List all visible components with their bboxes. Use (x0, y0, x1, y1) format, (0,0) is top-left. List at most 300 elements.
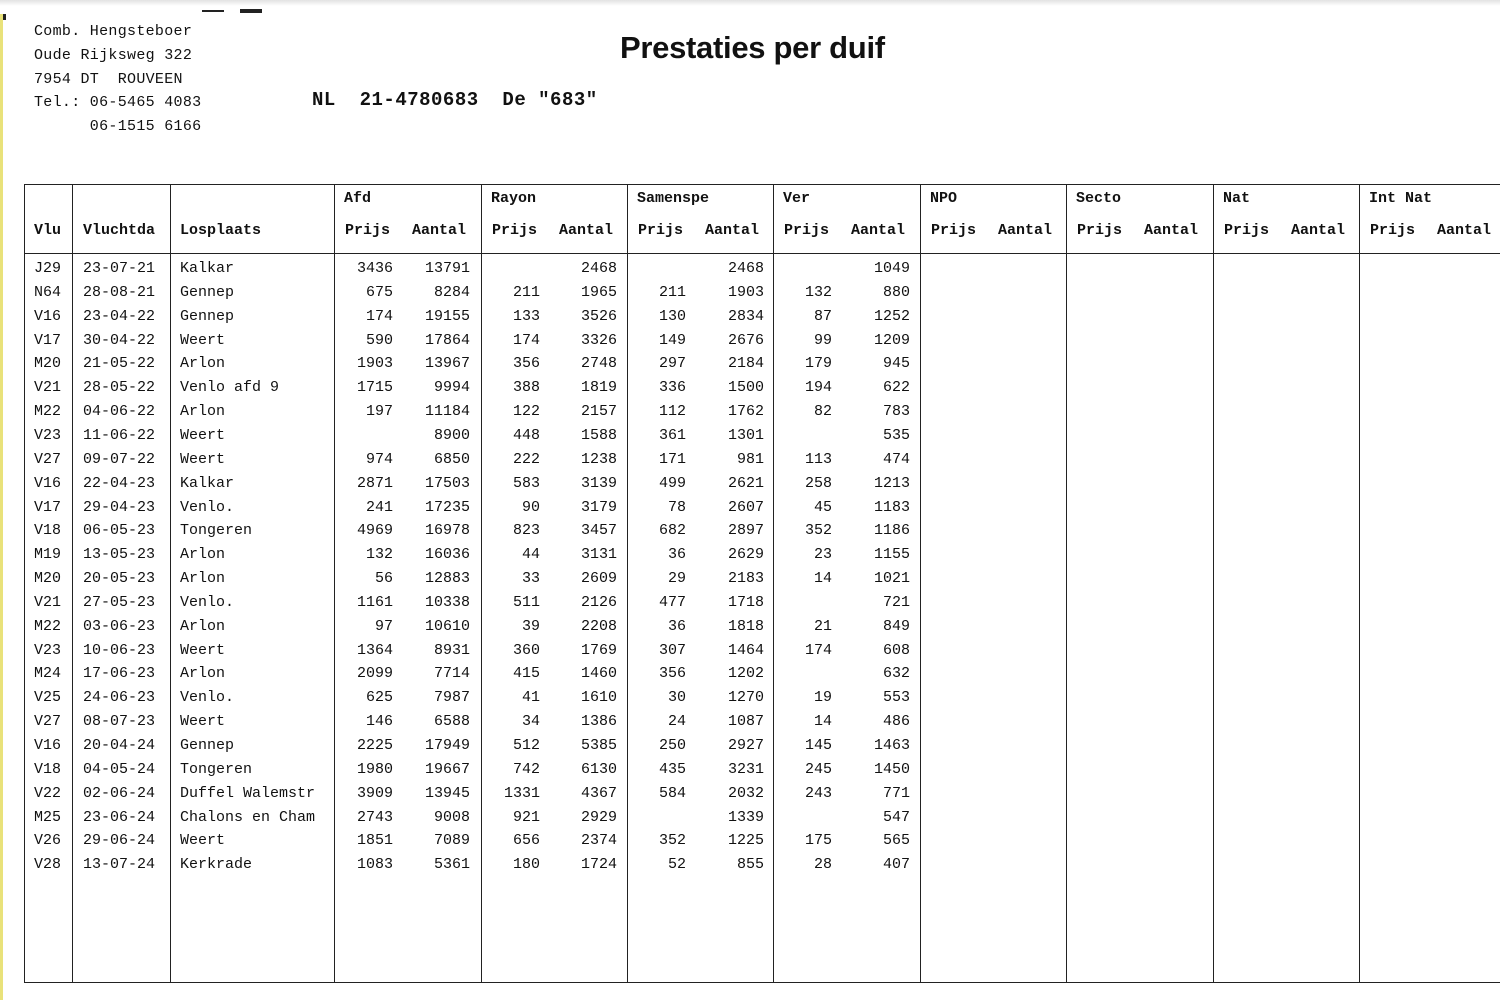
flight-cell: M24 (34, 665, 62, 683)
flight-cell: V23 (34, 426, 62, 444)
rayon-count: 3131 (580, 546, 617, 564)
rayon-count: 1965 (580, 283, 617, 301)
rayon-prize: 41 (521, 689, 540, 707)
location-cell: Gennep (180, 283, 235, 301)
ver-prize: 145 (804, 737, 832, 754)
afd-prize: 2743 (356, 808, 393, 826)
afd-count: 17503 (424, 474, 470, 492)
header-group: Rayon (491, 190, 537, 207)
rayon-prize: 742 (512, 760, 540, 778)
header-count: Aantal (998, 222, 1053, 239)
pigeon-id: NL 21-4780683 De "683" (312, 89, 598, 111)
date-cell: 04-05-24 (83, 760, 156, 778)
header-group: Ver (783, 190, 811, 207)
ver-count: 1252 (873, 307, 910, 325)
location-cell: Kalkar (180, 260, 235, 277)
ver-count: 1450 (873, 760, 910, 778)
date-cell: 20-05-23 (83, 570, 156, 588)
rayon-count: 2609 (580, 570, 617, 588)
address-line: 06-1515 6166 (34, 118, 202, 136)
rayon-prize: 34 (521, 713, 540, 731)
afd-count: 19667 (424, 760, 470, 778)
afd-count: 7714 (433, 665, 470, 683)
samenspel-prize: 149 (658, 331, 686, 349)
location-cell: Weert (180, 331, 226, 349)
samenspel-count: 2621 (727, 474, 764, 492)
afd-count: 11184 (424, 403, 470, 421)
afd-prize: 174 (365, 307, 393, 325)
header-prize: Prijs (638, 222, 684, 239)
rayon-prize: 512 (512, 737, 540, 754)
ver-count: 721 (882, 593, 910, 611)
afd-prize: 197 (365, 403, 393, 421)
rayon-prize: 448 (512, 426, 540, 444)
samenspel-prize: 499 (658, 474, 686, 492)
header-count: Aantal (851, 222, 906, 239)
samenspel-count: 2834 (727, 307, 764, 325)
samenspel-count: 2897 (727, 522, 764, 540)
flight-cell: V16 (34, 474, 62, 492)
ver-count: 553 (882, 689, 910, 707)
date-cell: 09-07-22 (83, 450, 156, 468)
samenspel-prize: 336 (658, 379, 686, 397)
samenspel-count: 981 (736, 450, 764, 468)
ver-count: 880 (882, 283, 910, 301)
flight-cell: V21 (34, 379, 62, 397)
date-cell: 20-04-24 (83, 737, 156, 754)
afd-count: 10338 (424, 593, 470, 611)
afd-count: 10610 (424, 617, 470, 635)
date-cell: 21-05-22 (83, 355, 156, 373)
date-cell: 03-06-23 (83, 617, 156, 635)
afd-count: 17949 (424, 737, 470, 754)
rayon-prize: 1331 (503, 784, 540, 802)
scan-mark (240, 9, 262, 13)
flight-cell: V23 (34, 641, 62, 659)
flight-cell: J29 (34, 260, 62, 277)
location-cell: Arlon (180, 665, 226, 683)
samenspel-prize: 112 (658, 403, 686, 421)
ver-count: 783 (882, 403, 910, 421)
rayon-prize: 122 (512, 403, 540, 421)
ver-prize: 258 (804, 474, 832, 492)
rayon-prize: 222 (512, 450, 540, 468)
ver-count: 1049 (873, 260, 910, 277)
afd-count: 9008 (433, 808, 470, 826)
page-title: Prestaties per duif (620, 30, 885, 65)
samenspel-count: 1202 (727, 665, 764, 683)
afd-count: 8900 (433, 426, 470, 444)
rayon-count: 1460 (580, 665, 617, 683)
rayon-count: 1588 (580, 426, 617, 444)
rayon-prize: 39 (521, 617, 540, 635)
rayon-prize: 921 (512, 808, 540, 826)
afd-prize: 241 (365, 498, 393, 516)
afd-prize: 97 (374, 617, 393, 635)
header-prize: Prijs (931, 222, 977, 239)
date-cell: 10-06-23 (83, 641, 156, 659)
ver-prize: 23 (813, 546, 832, 564)
location-cell: Arlon (180, 570, 226, 588)
samenspel-count: 2629 (727, 546, 764, 564)
ver-count: 849 (882, 617, 910, 635)
samenspel-prize: 297 (658, 355, 686, 373)
header-group: Nat (1223, 190, 1251, 207)
date-cell: 23-06-24 (83, 808, 156, 826)
table-row (24, 689, 1500, 713)
rayon-count: 6130 (580, 760, 617, 778)
afd-prize: 2871 (356, 474, 393, 492)
location-cell: Kerkrade (180, 856, 253, 874)
afd-prize: 2099 (356, 665, 393, 683)
afd-prize: 675 (365, 283, 393, 301)
samenspel-count: 3231 (727, 760, 764, 778)
date-cell: 08-07-23 (83, 713, 156, 731)
location-cell: Kalkar (180, 474, 235, 492)
date-cell: 22-04-23 (83, 474, 156, 492)
flight-cell: V17 (34, 498, 62, 516)
ver-prize: 113 (804, 450, 832, 468)
ver-count: 535 (882, 426, 910, 444)
rayon-count: 2748 (580, 355, 617, 373)
ver-count: 1021 (873, 570, 910, 588)
rayon-prize: 415 (512, 665, 540, 683)
results-table (24, 184, 1500, 984)
flight-cell: M22 (34, 617, 62, 635)
ver-count: 622 (882, 379, 910, 397)
ver-prize: 175 (804, 832, 832, 850)
owner-address (34, 20, 201, 139)
afd-count: 8931 (433, 641, 470, 659)
date-cell: 02-06-24 (83, 784, 156, 802)
location-cell: Arlon (180, 355, 226, 373)
table-border-top (24, 184, 1500, 185)
flight-cell: V22 (34, 784, 62, 802)
afd-count: 17864 (424, 331, 470, 349)
samenspel-prize: 361 (658, 426, 686, 444)
ver-prize: 245 (804, 760, 832, 778)
ver-prize: 179 (804, 355, 832, 373)
location-cell: Gennep (180, 307, 235, 325)
location-cell: Venlo afd 9 (180, 379, 280, 397)
table-row (24, 785, 1500, 809)
flight-cell: V27 (34, 713, 62, 731)
header-count: Aantal (1437, 222, 1492, 239)
afd-prize: 974 (365, 450, 393, 468)
ver-prize: 87 (813, 307, 832, 325)
rayon-count: 1724 (580, 856, 617, 874)
header-group: Samenspe (637, 190, 710, 207)
header-count: Aantal (1144, 222, 1199, 239)
rayon-count: 5385 (580, 737, 617, 754)
table-row (24, 332, 1500, 356)
samenspel-count: 1087 (727, 713, 764, 731)
header-prize: Prijs (784, 222, 830, 239)
table-row (24, 642, 1500, 666)
ver-prize: 14 (813, 570, 832, 588)
flight-cell: V17 (34, 331, 62, 349)
ver-count: 1463 (873, 737, 910, 754)
ver-prize: 99 (813, 331, 832, 349)
table-row (24, 260, 1500, 284)
table-row (24, 618, 1500, 642)
table-row (24, 570, 1500, 594)
date-cell: 28-08-21 (83, 283, 156, 301)
samenspel-prize: 52 (667, 856, 686, 874)
table-row (24, 809, 1500, 833)
location-cell: Weert (180, 426, 226, 444)
rayon-prize: 211 (512, 283, 540, 301)
samenspel-count: 2184 (727, 355, 764, 373)
afd-prize: 146 (365, 713, 393, 731)
table-row (24, 761, 1500, 785)
afd-prize: 1980 (356, 760, 393, 778)
ver-count: 486 (882, 713, 910, 731)
ver-count: 407 (882, 856, 910, 874)
ver-count: 632 (882, 665, 910, 683)
table-row (24, 355, 1500, 379)
date-cell: 29-04-23 (83, 498, 156, 516)
rayon-prize: 823 (512, 522, 540, 540)
samenspel-count: 1339 (727, 808, 764, 826)
afd-prize: 1083 (356, 856, 393, 874)
ver-count: 547 (882, 808, 910, 826)
samenspel-count: 2927 (727, 737, 764, 754)
flight-cell: V26 (34, 832, 62, 850)
afd-count: 19155 (424, 307, 470, 325)
afd-count: 7089 (433, 832, 470, 850)
afd-count: 13967 (424, 355, 470, 373)
date-cell: 24-06-23 (83, 689, 156, 707)
samenspel-prize: 250 (658, 737, 686, 754)
samenspel-count: 2676 (727, 331, 764, 349)
samenspel-prize: 130 (658, 307, 686, 325)
afd-prize: 590 (365, 331, 393, 349)
samenspel-count: 1225 (727, 832, 764, 850)
afd-count: 9994 (433, 379, 470, 397)
afd-count: 8284 (433, 283, 470, 301)
date-cell: 13-05-23 (83, 546, 156, 564)
ver-prize: 19 (813, 689, 832, 707)
table-row (24, 284, 1500, 308)
address-line: Tel.: 06-5465 4083 (34, 94, 202, 112)
samenspel-count: 1301 (727, 426, 764, 444)
location-cell: Venlo. (180, 593, 235, 611)
header-prize: Prijs (492, 222, 538, 239)
header-group: Int Nat (1369, 190, 1433, 207)
afd-prize: 3436 (356, 260, 393, 277)
samenspel-count: 2032 (727, 784, 764, 802)
ver-count: 771 (882, 784, 910, 802)
rayon-count: 4367 (580, 784, 617, 802)
rayon-count: 3457 (580, 522, 617, 540)
samenspel-prize: 435 (658, 760, 686, 778)
table-row (24, 499, 1500, 523)
header-date: Vluchtda (83, 222, 156, 239)
afd-prize: 1851 (356, 832, 393, 850)
header-location: Losplaats (180, 222, 262, 239)
ver-count: 945 (882, 355, 910, 373)
rayon-count: 1610 (580, 689, 617, 707)
rayon-count: 2929 (580, 808, 617, 826)
date-cell: 17-06-23 (83, 665, 156, 683)
afd-count: 13945 (424, 784, 470, 802)
flight-cell: V18 (34, 522, 62, 540)
header-count: Aantal (1291, 222, 1346, 239)
flight-cell: V21 (34, 593, 62, 611)
afd-count: 17235 (424, 498, 470, 516)
ver-count: 1155 (873, 546, 910, 564)
scan-mark (202, 10, 224, 12)
samenspel-prize: 30 (667, 689, 686, 707)
rayon-prize: 180 (512, 856, 540, 874)
samenspel-prize: 24 (667, 713, 686, 731)
afd-prize: 4969 (356, 522, 393, 540)
afd-count: 7987 (433, 689, 470, 707)
date-cell: 13-07-24 (83, 856, 156, 874)
table-row (24, 737, 1500, 761)
table-row (24, 451, 1500, 475)
afd-prize: 132 (365, 546, 393, 564)
samenspel-count: 2607 (727, 498, 764, 516)
table-row (24, 546, 1500, 570)
location-cell: Weert (180, 832, 226, 850)
afd-count: 5361 (433, 856, 470, 874)
table-row (24, 475, 1500, 499)
samenspel-count: 855 (736, 856, 764, 874)
flight-cell: M22 (34, 403, 62, 421)
rayon-prize: 133 (512, 307, 540, 325)
flight-cell: V16 (34, 737, 62, 754)
table-row (24, 665, 1500, 689)
rayon-count: 3179 (580, 498, 617, 516)
table-row (24, 427, 1500, 451)
table-row (24, 594, 1500, 618)
scan-top-shadow (0, 0, 1500, 6)
header-group: Afd (344, 190, 372, 207)
rayon-count: 1819 (580, 379, 617, 397)
samenspel-prize: 477 (658, 593, 686, 611)
date-cell: 29-06-24 (83, 832, 156, 850)
flight-cell: V27 (34, 450, 62, 468)
rayon-prize: 656 (512, 832, 540, 850)
ver-count: 474 (882, 450, 910, 468)
ver-prize: 21 (813, 617, 832, 635)
ver-count: 1209 (873, 331, 910, 349)
rayon-count: 2157 (580, 403, 617, 421)
samenspel-prize: 584 (658, 784, 686, 802)
address-line: Comb. Hengsteboer (34, 23, 193, 40)
afd-count: 13791 (424, 260, 470, 277)
location-cell: Weert (180, 641, 226, 659)
afd-prize: 1903 (356, 355, 393, 373)
rayon-prize: 44 (521, 546, 540, 564)
rayon-count: 3526 (580, 307, 617, 325)
location-cell: Weert (180, 450, 226, 468)
scan-edge (0, 14, 3, 1000)
header-group: NPO (930, 190, 958, 207)
ver-count: 1183 (873, 498, 910, 516)
location-cell: Tongeren (180, 760, 253, 778)
samenspel-count: 1500 (727, 379, 764, 397)
samenspel-count: 1718 (727, 593, 764, 611)
header-divider (24, 253, 1500, 254)
samenspel-prize: 356 (658, 665, 686, 683)
rayon-prize: 356 (512, 355, 540, 373)
date-cell: 06-05-23 (83, 522, 156, 540)
date-cell: 27-05-23 (83, 593, 156, 611)
ver-prize: 14 (813, 713, 832, 731)
location-cell: Chalons en Cham (180, 808, 316, 826)
rayon-prize: 90 (521, 498, 540, 516)
samenspel-count: 1762 (727, 403, 764, 421)
ver-prize: 174 (804, 641, 832, 659)
rayon-count: 3326 (580, 331, 617, 349)
location-cell: Arlon (180, 617, 226, 635)
table-row (24, 522, 1500, 546)
ver-count: 1186 (873, 522, 910, 540)
flight-cell: V18 (34, 760, 62, 778)
address-line: 7954 DT ROUVEEN (34, 70, 183, 88)
header-prize: Prijs (1370, 222, 1416, 239)
flight-cell: M20 (34, 355, 62, 373)
afd-count: 16978 (424, 522, 470, 540)
flight-cell: M25 (34, 808, 62, 826)
date-cell: 28-05-22 (83, 379, 156, 397)
table-row (24, 713, 1500, 737)
afd-prize: 1715 (356, 379, 393, 397)
samenspel-prize: 307 (658, 641, 686, 659)
table-row (24, 856, 1500, 880)
afd-prize: 56 (374, 570, 393, 588)
ver-count: 1213 (873, 474, 910, 492)
ver-prize: 132 (804, 283, 832, 301)
header-prize: Prijs (345, 222, 391, 239)
samenspel-prize: 36 (667, 617, 686, 635)
afd-prize: 625 (365, 689, 393, 707)
date-cell: 23-07-21 (83, 260, 156, 277)
table-row (24, 403, 1500, 427)
rayon-prize: 583 (512, 474, 540, 492)
date-cell: 23-04-22 (83, 307, 156, 325)
afd-count: 16036 (424, 546, 470, 564)
ver-count: 565 (882, 832, 910, 850)
rayon-prize: 33 (521, 570, 540, 588)
rayon-prize: 388 (512, 379, 540, 397)
table-row (24, 832, 1500, 856)
location-cell: Arlon (180, 546, 226, 564)
afd-prize: 2225 (356, 737, 393, 754)
table-row (24, 379, 1500, 403)
header-prize: Prijs (1224, 222, 1270, 239)
header-group: Secto (1076, 190, 1122, 207)
afd-count: 12883 (424, 570, 470, 588)
afd-count: 6588 (433, 713, 470, 731)
date-cell: 04-06-22 (83, 403, 156, 421)
address-line: Oude Rijksweg 322 (34, 46, 193, 64)
samenspel-count: 2183 (727, 570, 764, 588)
afd-prize: 1364 (356, 641, 393, 659)
ver-prize: 352 (804, 522, 832, 540)
rayon-count: 3139 (580, 474, 617, 492)
location-cell: Gennep (180, 737, 235, 754)
samenspel-prize: 78 (667, 498, 686, 516)
flight-cell: M20 (34, 570, 62, 588)
rayon-prize: 360 (512, 641, 540, 659)
ver-prize: 82 (813, 403, 832, 421)
samenspel-prize: 29 (667, 570, 686, 588)
afd-prize: 3909 (356, 784, 393, 802)
